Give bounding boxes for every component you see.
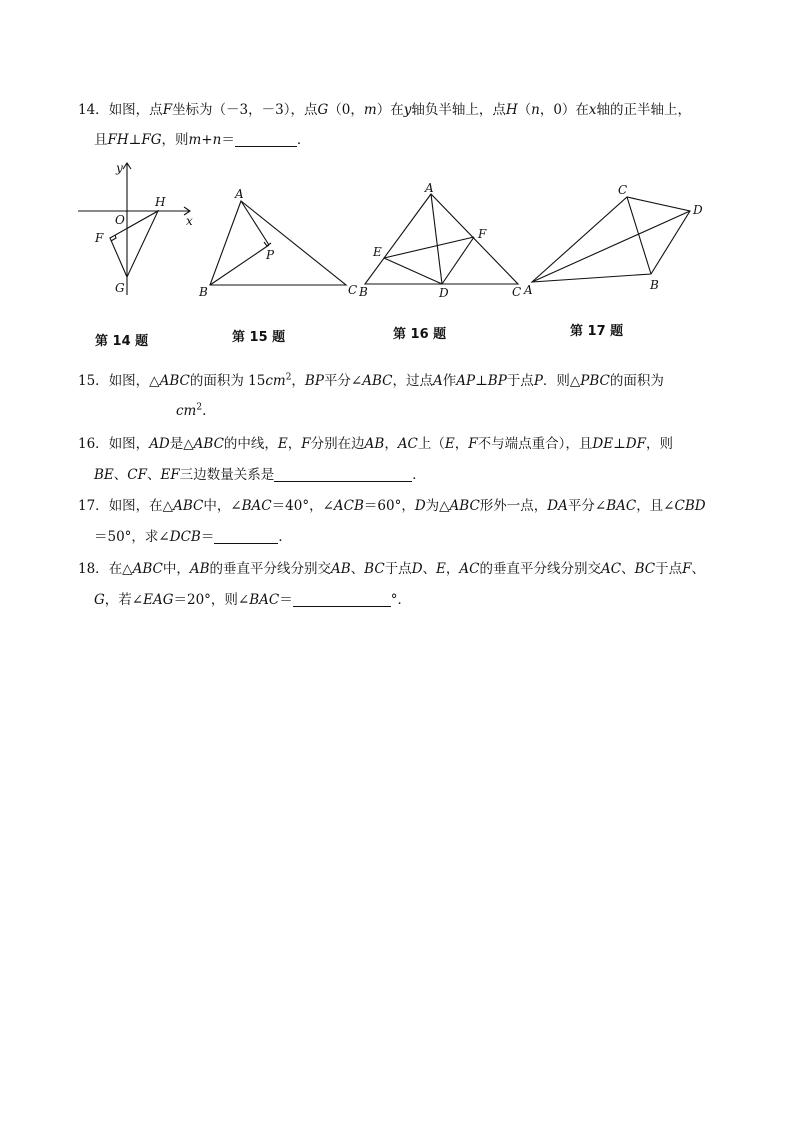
- fig16-label-D: D: [439, 286, 449, 300]
- fig17-label-D: D: [693, 203, 703, 217]
- fig14-label-x: x: [186, 214, 193, 228]
- q16-answer-blank[interactable]: [274, 467, 412, 482]
- fig15-label-C: C: [348, 283, 358, 297]
- q16-line1: 16．如图，AD是△ABC的中线，E，F分别在边AB，AC上（E，F不与端点重合），且DE⊥DF，则: [78, 436, 673, 452]
- figure-17-caption: 第 17 题: [570, 324, 624, 339]
- q17-line1: 17．如图，在△ABC中，∠BAC＝40°，∠ACB＝60°，D为△ABC形外一点，DA平分∠BAC，且∠CBD: [78, 498, 706, 514]
- q17-answer-blank[interactable]: [214, 529, 278, 544]
- figure-16-caption: 第 16 题: [393, 327, 447, 342]
- q14-answer-blank[interactable]: [235, 132, 297, 147]
- q18-line2: G，若∠EAG＝20°，则∠BAC＝ °．: [94, 592, 411, 608]
- figure-15: [195, 182, 365, 302]
- fig14-label-G: G: [115, 281, 125, 295]
- figure-16: [360, 178, 530, 303]
- fig15-label-A: A: [235, 187, 244, 201]
- fig14-label-H: H: [155, 195, 166, 209]
- fig17-label-A: A: [524, 283, 533, 297]
- fig14-label-F: F: [95, 231, 104, 245]
- fig15-label-B: B: [199, 285, 208, 299]
- fig15-label-P: P: [266, 248, 275, 262]
- figure-15-caption: 第 15 题: [232, 330, 286, 345]
- figure-14: [70, 155, 200, 305]
- fig16-label-A: A: [425, 181, 434, 195]
- q14-line1: 14．如图，点F坐标为（－3，－3），点G（0，m）在y轴负半轴上，点H（n，0）在x轴的正半轴上，: [78, 102, 692, 118]
- fig17-label-C: C: [618, 183, 628, 197]
- q17-line2: ＝50°，求∠DCB＝ ．: [94, 529, 292, 545]
- fig16-label-E: E: [373, 245, 382, 259]
- q16-line2: BE、CF、EF三边数量关系是 ．: [94, 467, 426, 483]
- figure-17: [520, 178, 720, 298]
- q18-line1: 18．在△ABC中，AB的垂直平分线分别交AB、BC于点D、E，AC的垂直平分线分别交AC、BC于点F、: [78, 561, 705, 577]
- q15-line2: $cm^2$.: [176, 402, 207, 419]
- figure-14-caption: 第 14 题: [95, 334, 149, 349]
- fig14-label-y: y: [116, 161, 123, 175]
- fig14-label-O: O: [115, 213, 125, 227]
- fig16-label-B: B: [359, 285, 368, 299]
- fig16-label-F: F: [478, 227, 487, 241]
- fig16-label-C: C: [512, 285, 522, 299]
- q14-line2: 且FH⊥FG，则m+n＝ ．: [94, 132, 311, 148]
- q15-line1: 15．如图，△ABC的面积为 $15cm^2$，BP平分∠ABC，过点A作AP⊥BP于点P．则△PBC的面积为: [78, 372, 664, 389]
- fig17-label-B: B: [650, 278, 659, 292]
- q18-answer-blank[interactable]: [293, 592, 391, 607]
